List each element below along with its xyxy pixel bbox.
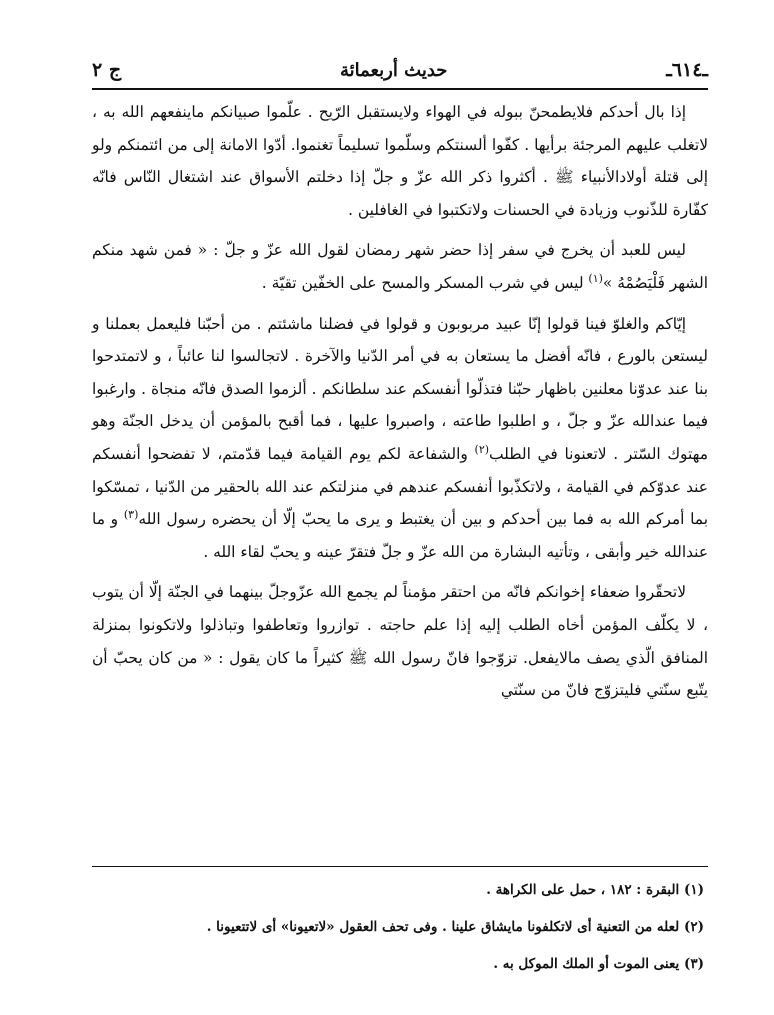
paragraph-3-text-a: إيّاكم والغلوّ فينا قولوا إنّا عبيد مربوبون و قولوا في فضلنا ماشئتم . من أحبّنا فليعمل بعملنا و ليستعن بالورع ، فانّه أفضل ما يستعان به في أمر الدّنيا والآخرة . لاتجالسوا لنا عائباً ، و لاتمتدحوا بنا عند عدوّنا معلنين باظهار حبّنا فتذلّوا أنفسكم عند سلطانكم . ألزموا الصدق فانّه منجاة . وارغبوا فيما عندالله عزّ و جلّ ، و اطلبوا طاعته ، واصبروا عليها ، فما أقبح بالمؤمن أن يدخل الجنّة وهو مهتوك السّتر . لاتعنونا في الطلب [92, 314, 708, 463]
main-text [92, 96, 708, 707]
paragraph-3 [92, 308, 708, 569]
footnotes [92, 872, 704, 983]
paragraph-3-text-c: و ما عندالله خير وأبقى ، وتأتيه البشارة من الله عزّ و جلّ فتقرّ عينه و يحبّ لقاء الله . [92, 510, 708, 561]
footnote-ref-2: (٢) [474, 442, 490, 456]
paragraph-1: إذا بال أحدكم فلايطمحنّ ببوله في الهواء ولايستقبل الرّيح . علّموا صبيانكم ماينفعهم الله به ، لاتغلب عليهم المرجئة برأيها . كفّوا ألسنتكم وسلّموا تسليماً تغنموا. أدّوا الامانة إلى من ائتمنكم ولو إلى قتلة أولادالأنبياء ﷺ . أكثروا ذكر الله عزّ و جلّ إذا دخلتم الأسواق عند اشتغال النّاس فانّه كفّارة للذّنوب وزيادة في الحسنات ولاتكتبوا في الغافلين . [92, 103, 708, 219]
footnote-ref-3: (٣) [123, 508, 139, 521]
paragraph-2-text-a: ليس للعبد أن يخرج في سفر إذا حضر شهر رمضان لقول الله عزّ و جلّ : « فمن شهد منكم الشهر فَلْيَصُمْهُ » [92, 241, 708, 292]
paragraph-4: لاتحقّروا ضعفاء إخوانكم فانّه من احتقر مؤمناً لم يجمع الله عزّوجلّ بينهما في الجنّة إلّا أن يتوب ، لا يكلّف المؤمن أخاه الطلب إليه إذا علم حاجته . توازروا وتعاطفوا وتباذلوا ولاتكونوا بمنزلة المنافق الّذي يصف مالايفعل. تزوّجوا فانّ رسول الله ﷺ كثيراً ما كان يقول : « من كان يحبّ أن يتّبع سنّتي فليتزوّج فانّ من سنّتي [92, 583, 708, 700]
paragraph-3-text-b: والشفاعة لكم يوم القيامة فيما قدّمتم، لا تفضحوا أنفسكم عند عدوّكم في القيامة ، ولاتكذّبوا أنفسكم عندهم في منزلتكم عند الله بالحقير من الدّنيا ، تمسّكوا بما أمركم الله به فما بين أحدكم و بين أن يغتبط و يرى ما يحبّ إلّا أن يحضره رسول الله [92, 444, 708, 529]
footnote-2: (٢) لعله من التعنية أى لاتكلفونا مايشاق علينا . وفى تحف العقول «لاتعيونا» أى لاتتعيونا . [206, 919, 704, 935]
paragraph-2-text-b: ليس في شرب المسكر والمسح على الخفّين تقيّة . [261, 273, 589, 292]
footnote-1: (١) البقرة : ١٨٢ ، حمل على الكراهة . [486, 882, 704, 898]
footnote-3: (٣) يعنى الموت أو الملك الموكل به . [493, 956, 704, 972]
running-title: حديث أربعمائة [339, 59, 448, 81]
footnote-rule [92, 866, 708, 867]
header-rule [92, 88, 708, 90]
footnote-ref-1: (١) [588, 271, 603, 285]
page-number: ـ٦١٤ـ [666, 59, 708, 81]
page-header [92, 52, 708, 88]
paragraph-2 [92, 234, 708, 299]
volume-number: ج ٢ [92, 59, 122, 81]
